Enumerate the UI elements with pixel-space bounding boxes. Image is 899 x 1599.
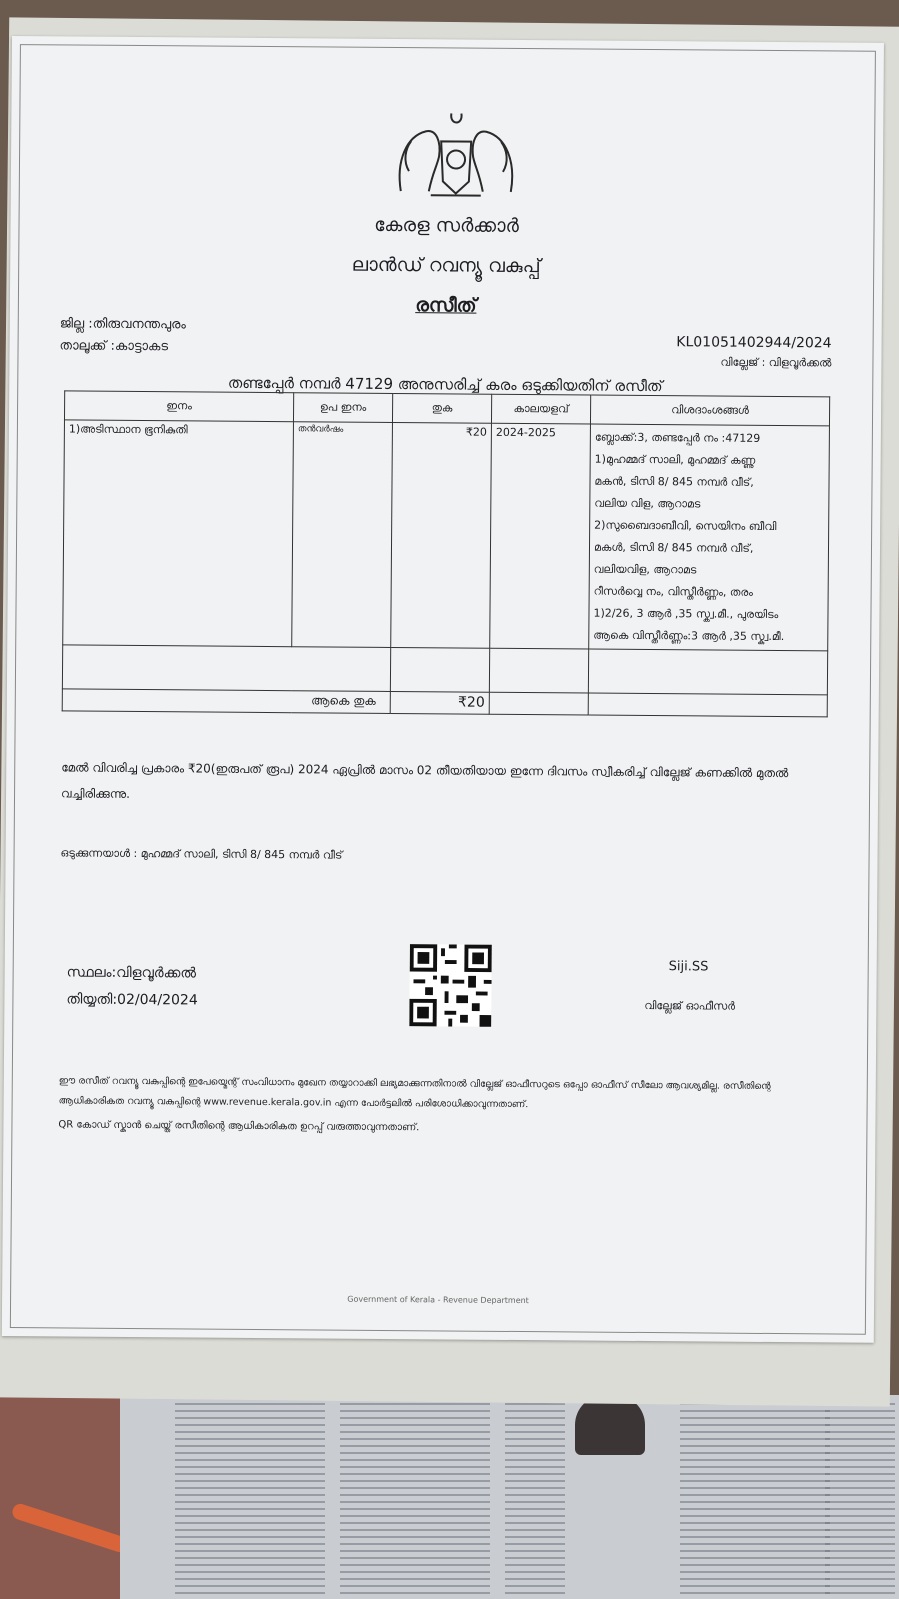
- detail-line: റീസർവ്വെ നം, വിസ്തീർണ്ണം, തരം: [593, 584, 753, 599]
- detail-line: 2)സുബൈദാബീവി, സെയിനം ബീവി: [594, 518, 777, 534]
- detail-line: മകൾ, ടിസി 8/ 845 നമ്പർ വീട്,: [593, 540, 754, 555]
- detail-line: വലിയ വിള, ആറാമട: [594, 496, 701, 511]
- item-cell: 1)അടിസ്ഥാന ഭൂനികുതി: [63, 420, 294, 647]
- subitem-cell: തൻവർഷം: [292, 422, 393, 648]
- period-cell: 2024-2025: [490, 423, 591, 649]
- col-header-period: കാലയളവ്: [491, 394, 590, 424]
- taluk-label: താലൂക്ക് :കാട്ടാകട: [59, 338, 169, 355]
- col-header-item: ഇനം: [64, 391, 293, 422]
- date-label: തിയ്യതി:02/04/2024: [66, 991, 198, 1009]
- detail-line: വലിയവിള, ആറാമട: [593, 562, 697, 577]
- detail-line: ബ്ലോക്ക്:3, തണ്ടപ്പേർ നം :47129: [594, 430, 761, 445]
- verification-note: ഈ രസീത് റവന്യൂ വകുപ്പിന്റെ ഇപേയ്മെന്റ് സംവിധാനം മുഖേന തയ്യാറാക്കി ലഭ്യമാക്കുന്നതിനാൽ വില്ലേജ് ഓഫീസറുടെ ഒപ്പോ ഓഫീസ് സീലോ ആവശ്യമില്ല. രസീതിന്റെ ആധികാരികത റവന്യൂ വകുപ്പിന്റെ www.revenue.kerala.gov.in എന്ന പോർട്ടലിൽ പരിശോധിക്കാവുന്നതാണ്.: [58, 1075, 771, 1111]
- payment-statement: മേൽ വിവരിച്ച പ്രകാരം ₹20(ഇരുപത് രൂപ) 2024 ഏപ്രിൽ മാസം 02 തീയതിയായ ഇന്നേ ദിവസം സ്വീകരിച്ച് വില്ലേജ് കണക്കിൽ മുതൽ വച്ചിരിക്കുന്നു.: [60, 760, 789, 801]
- district-label: ജില്ല :തിരുവനന്തപുരം: [59, 316, 186, 333]
- receipt-table: [62, 390, 830, 717]
- receipt-number: KL01051402944/2024: [676, 334, 832, 352]
- col-header-details: വിശദാംശങ്ങൾ: [590, 395, 829, 426]
- col-header-subitem: ഉപ ഇനം: [293, 393, 392, 423]
- signatory-title: വില്ലേജ് ഓഫീസർ: [644, 998, 736, 1013]
- government-name: കേരള സർക്കാർ: [374, 213, 519, 237]
- total-label: ആകെ തുക: [62, 689, 390, 714]
- village-label: വില്ലേജ് : വിളവൂർക്കൽ: [720, 355, 832, 370]
- background-surface: [0, 1395, 120, 1599]
- detail-line: 1)2/26, 3 ആർ ,35 സ്ക്വ.മീ., പുരയിടം: [593, 606, 779, 622]
- department-name: ലാൻഡ് റവന്യൂ വകുപ്പ്: [351, 253, 541, 278]
- place-label: സ്ഥലം:വിളവൂർക്കൽ: [66, 964, 197, 982]
- signatory-name: Siji.SS: [668, 959, 709, 975]
- qr-note: QR കോഡ് സ്കാൻ ചെയ്ത് രസീതിന്റെ ആധികാരികത ഉറപ്പ് വരുത്താവുന്നതാണ്.: [58, 1119, 420, 1134]
- qr-code-icon: [409, 942, 492, 1029]
- detail-line: ആകെ വിസ്തീർണ്ണം:3 ആർ ,35 സ്ക്വ.മീ.: [593, 628, 785, 644]
- table-empty-row: [62, 645, 827, 695]
- document-title: രസീത്: [415, 294, 477, 317]
- detail-line: 1)മുഹമ്മദ് സാലി, മുഹമ്മദ് കണ്ണു: [594, 452, 756, 467]
- receipt-document: [2, 36, 884, 1343]
- details-cell: [589, 424, 830, 651]
- kerala-emblem-icon: [391, 101, 522, 202]
- detail-line: മകൻ, ടിസി 8/ 845 നമ്പർ വീട്,: [594, 474, 754, 489]
- total-amount: ₹20: [390, 691, 489, 714]
- footer-text: Government of Kerala - Revenue Department: [347, 1294, 529, 1306]
- receipt-subtitle: തണ്ടപ്പേർ നമ്പർ 47129 അനുസരിച്ച് കരം ഒടുക്കിയതിന് രസീത്: [227, 373, 663, 396]
- table-row: [63, 420, 830, 651]
- col-header-amount: തുക: [392, 394, 491, 424]
- payer-info: ഒടുക്കുന്നയാൾ : മുഹമ്മദ് സാലി, ടിസി 8/ 845 നമ്പർ വീട്: [60, 846, 343, 862]
- newspaper-background: [120, 1395, 899, 1599]
- amount-cell: ₹20: [391, 423, 492, 649]
